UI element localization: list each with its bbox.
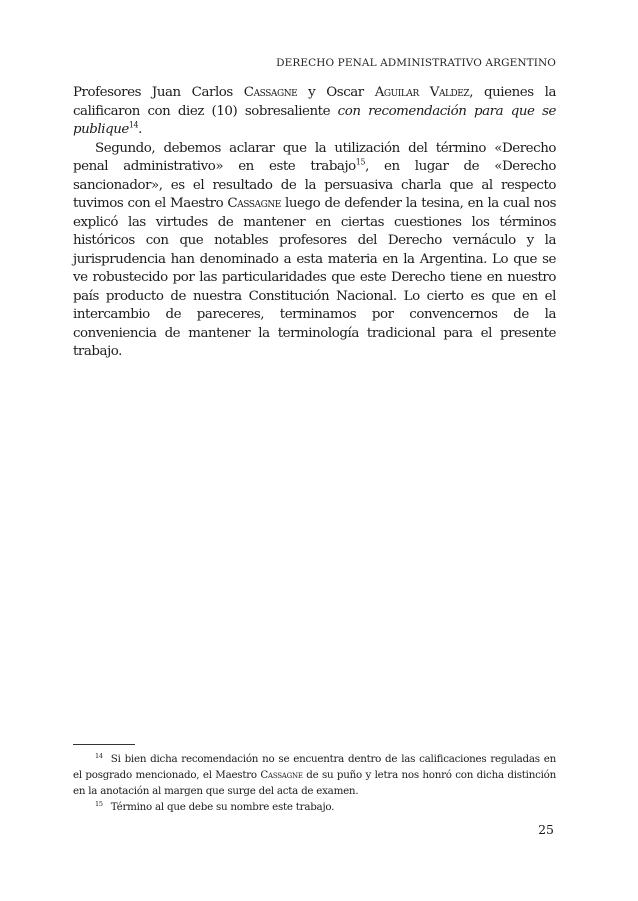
author-name-aguilar-valdez: Aguilar Valdez <box>374 85 470 100</box>
paragraph-2-text-1: Segundo, debemos aclarar que la utilización del término «Derecho penal administrativo» en este trabajo <box>73 140 556 174</box>
running-header: DERECHO PENAL ADMINISTRATIVO ARGENTINO <box>276 57 556 69</box>
paragraph-1-text-3: , quienes la calificaron con diez (10) sobresaliente <box>73 85 556 119</box>
paragraph-2-text-2: , en lugar de «Derecho sancionador», es el resultado de la persuasiva charla que al respecto tuvimos con el Maestro <box>73 159 557 211</box>
footnote-number: 14 <box>95 751 103 760</box>
footnotes <box>73 751 556 815</box>
paragraph-2 <box>73 140 556 362</box>
footnote-ref-15[interactable]: 15 <box>355 157 366 167</box>
footnote-15 <box>73 799 556 815</box>
footnote-14 <box>73 751 556 799</box>
footnote-14-text-2: de su puño y letra nos honró con dicha distinción en la anotación al margen que surge del acta de examen. <box>73 769 556 797</box>
footnote-15-text: Término al que debe su nombre este trabajo. <box>110 801 335 813</box>
author-name-cassagne: Cassagne <box>227 196 281 211</box>
footnote-14-text-1: Si bien dicha recomendación no se encuentra dentro de las calificaciones reguladas en el posgrado mencionado, el Maestro <box>73 753 556 781</box>
paragraph-1-text-1: Profesores Juan Carlos <box>73 85 244 100</box>
author-name-cassagne: Cassagne <box>243 85 298 100</box>
footnote-number: 15 <box>95 799 103 808</box>
paragraph-2-text-3: luego de defender la tesina, en la cual nos explicó las virtudes de mantener en ciertas cuestiones los términos históricos con que notables profesores del Derecho vernáculo y la jurisprudencia han denominado a esta materia en la Argentina. Lo que se ve robustecido por las particularidades que este Derecho tiene en nuestro país producto de nuestra Constitución Nacional. Lo cierto es que en el intercambio de pareceres, terminamos por convencernos de la conveniencia de mantener la terminología tradicional para el presente trabajo. <box>73 196 556 359</box>
recommendation-emphasis: con recomendación para que se publique <box>73 103 556 137</box>
paragraph-1 <box>73 84 556 140</box>
body-text <box>73 84 556 362</box>
page-number: 25 <box>538 822 554 837</box>
footnote-separator <box>73 744 135 745</box>
paragraph-1-text-4: . <box>138 122 142 137</box>
paragraph-1-text-2: y Oscar <box>297 85 375 100</box>
footnote-ref-14[interactable]: 14 <box>128 120 139 130</box>
author-name-cassagne: Cassagne <box>260 769 303 781</box>
